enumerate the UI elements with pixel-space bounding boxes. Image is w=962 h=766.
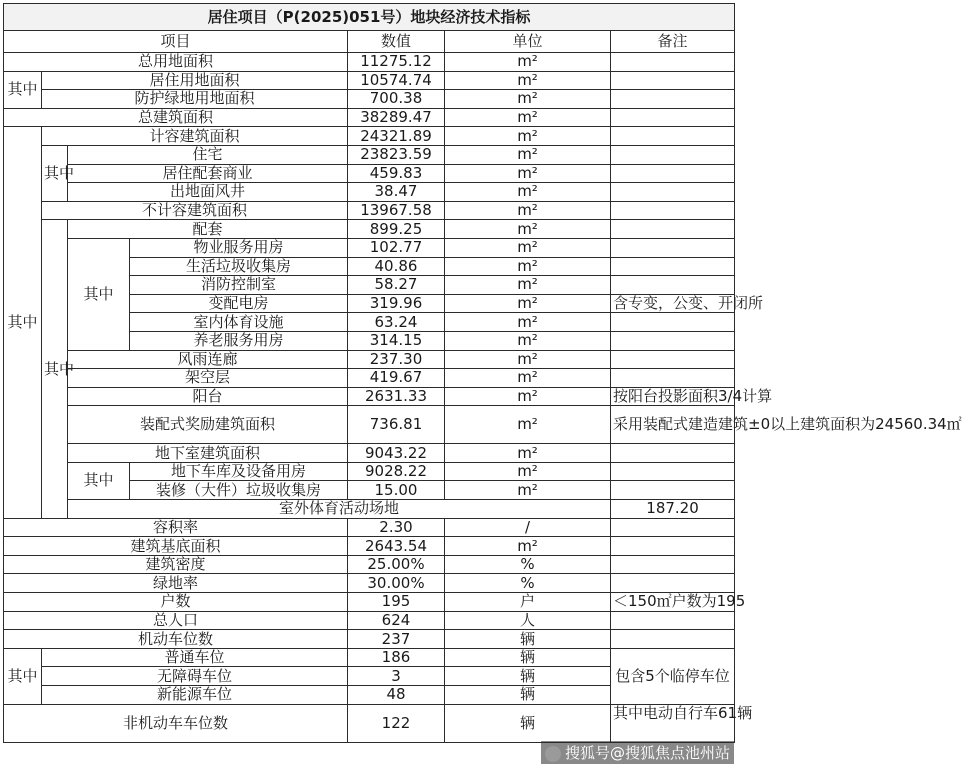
table-row [4,201,735,220]
row-label: 装配式奖励建筑面积 [68,406,348,444]
row-unit: m² [445,537,611,556]
table-row [4,90,735,109]
table-row [4,648,735,667]
row-note [611,331,735,350]
row-unit: m² [445,201,611,220]
watermark [541,741,734,764]
row-unit: m² [445,406,611,444]
row-label: 养老服务用房 [130,331,348,350]
row-unit: m² [445,387,611,406]
row-note [611,537,735,556]
qizhong-label: 其中 [68,238,130,350]
row-note: 采用装配式建造建筑±0以上建筑面积为24560.34㎡ [611,406,735,444]
sohu-logo-icon [545,746,561,762]
row-value: 13967.58 [348,201,445,220]
table-row [4,611,735,630]
row-label: 出地面风井 [68,183,348,202]
row-value: 419.67 [348,369,445,388]
qizhong-label: 其中 [68,462,130,499]
row-note [611,71,735,90]
row-note [611,164,735,183]
row-unit: m² [445,257,611,276]
row-value: 63.24 [348,313,445,332]
row-value: 195 [348,593,445,612]
row-unit: m² [445,313,611,332]
row-unit: 户 [445,593,611,612]
row-value: 700.38 [348,90,445,109]
header-note: 备注 [611,31,735,53]
row-unit: 辆 [445,667,611,686]
row-value: 30.00% [348,574,445,593]
table-row [4,108,735,127]
header-value: 数值 [348,31,445,53]
row-value: 3 [348,667,445,686]
row-value: 186 [348,648,445,667]
row-value: 24321.89 [348,127,445,146]
row-value: 25.00% [348,555,445,574]
row-label: 地下车库及设备用房 [130,462,348,481]
table-row [4,220,735,239]
row-label: 总建筑面积 [4,108,348,127]
table-row [4,183,735,202]
row-note [611,444,735,463]
row-unit: m² [445,220,611,239]
row-label: 室内体育设施 [130,313,348,332]
row-note [611,238,735,257]
row-note [611,183,735,202]
row-unit: m² [445,481,611,500]
qizhong-label: 其中 [4,648,42,704]
row-unit: % [445,555,611,574]
row-note [611,127,735,146]
row-label: 地下室建筑面积 [68,444,348,463]
row-unit: m² [445,127,611,146]
table-row [4,238,735,257]
row-note: 其中电动自行车61辆 [611,704,735,742]
row-unit: m² [445,164,611,183]
table-row [4,387,735,406]
row-value: 9043.22 [348,444,445,463]
row-label: 居住用地面积 [42,71,348,90]
row-unit: 辆 [445,648,611,667]
row-label: 居住配套商业 [68,164,348,183]
row-label: 住宅 [68,145,348,164]
qizhong-label: 其中 [42,145,68,201]
table-row [4,462,735,481]
table-row [4,406,735,444]
table-row [4,555,735,574]
row-unit: m² [445,53,611,72]
row-value: 38289.47 [348,108,445,127]
row-unit: m² [445,145,611,164]
row-note [611,53,735,72]
row-unit: m² [445,108,611,127]
row-unit: m² [445,276,611,295]
watermark-text: 搜狐号@搜狐焦点池州站 [564,744,730,762]
table-row [4,145,735,164]
row-unit: / [445,518,611,537]
row-value: 23823.59 [348,145,445,164]
row-unit: 辆 [445,686,611,705]
row-unit: m² [445,71,611,90]
row-unit: 人 [445,611,611,630]
row-value: 102.77 [348,238,445,257]
row-label: 建筑密度 [4,555,348,574]
row-value: 38.47 [348,183,445,202]
row-label: 变配电房 [130,294,348,313]
row-value: 187.20 [611,500,735,519]
row-note [611,555,735,574]
row-unit: 辆 [445,704,611,742]
row-note [611,481,735,500]
row-label: 计容建筑面积 [42,127,348,146]
qizhong-label: 其中 [4,71,42,108]
row-value: 624 [348,611,445,630]
table-row [4,500,735,519]
row-unit: m² [445,183,611,202]
row-label: 普通车位 [42,648,348,667]
table-row [4,369,735,388]
header-item: 项目 [4,31,348,53]
row-label: 建筑基底面积 [4,537,348,556]
row-label: 生活垃圾收集房 [130,257,348,276]
row-value: 15.00 [348,481,445,500]
table-row [4,704,735,742]
row-value: 899.25 [348,220,445,239]
row-unit: m² [445,238,611,257]
table-title: 居住项目（P(2025)051号）地块经济技术指标 [4,4,735,31]
row-unit: m² [445,90,611,109]
row-unit: % [445,574,611,593]
row-value: 48 [348,686,445,705]
table-row [4,164,735,183]
row-label: 总用地面积 [4,53,348,72]
row-label: 户数 [4,593,348,612]
row-note [611,201,735,220]
row-note: 含专变，公变、开闭所 [611,294,735,313]
row-value: 237 [348,630,445,649]
row-note [611,276,735,295]
row-label: 容积率 [4,518,348,537]
row-label: 机动车位数 [4,630,348,649]
row-note [611,313,735,332]
table-row [4,630,735,649]
row-note: 包含5个临停车位 [611,648,735,704]
row-value: 122 [348,704,445,742]
row-label: 装修（大件）垃圾收集房 [130,481,348,500]
row-value: 459.83 [348,164,445,183]
row-note [611,369,735,388]
table-row [4,53,735,72]
row-value: 319.96 [348,294,445,313]
row-label: 架空层 [68,369,348,388]
row-unit: m² [445,462,611,481]
row-label: 不计容建筑面积 [42,201,348,220]
row-label: 风雨连廊 [68,350,348,369]
row-value: 58.27 [348,276,445,295]
row-note [611,462,735,481]
row-note [611,90,735,109]
qizhong-label: 其中 [42,220,68,518]
row-value: 237.30 [348,350,445,369]
row-value: 11275.12 [348,53,445,72]
table-row [4,518,735,537]
row-label: 总人口 [4,611,348,630]
row-note: ＜150㎡户数为195 [611,593,735,612]
table-row [4,537,735,556]
row-note [611,145,735,164]
row-note [611,518,735,537]
row-value: 40.86 [348,257,445,276]
row-value: 2631.33 [348,387,445,406]
row-value: 9028.22 [348,462,445,481]
row-value: 736.81 [348,406,445,444]
table-row [4,350,735,369]
row-label: 室外体育活动场地 [68,500,611,519]
row-label: 消防控制室 [130,276,348,295]
row-note [611,574,735,593]
row-label: 非机动车车位数 [4,704,348,742]
table-row [4,593,735,612]
row-value: 2643.54 [348,537,445,556]
row-note [611,350,735,369]
row-label: 物业服务用房 [130,238,348,257]
row-note [611,611,735,630]
row-note [611,630,735,649]
row-label: 无障碍车位 [42,667,348,686]
header-unit: 单位 [445,31,611,53]
table-row [4,71,735,90]
row-unit: 辆 [445,630,611,649]
table-row [4,574,735,593]
row-note [611,220,735,239]
row-unit: m² [445,350,611,369]
row-unit: m² [445,444,611,463]
row-label: 绿地率 [4,574,348,593]
indicator-sheet [3,3,962,743]
row-label: 新能源车位 [42,686,348,705]
indicator-table [3,3,962,743]
row-note [611,108,735,127]
qizhong-label: 其中 [4,127,42,518]
row-note: 按阳台投影面积3/4计算 [611,387,735,406]
table-row [4,444,735,463]
row-unit: m² [445,294,611,313]
row-value: 314.15 [348,331,445,350]
row-label: 防护绿地用地面积 [42,90,348,109]
row-note [611,257,735,276]
table-row [4,127,735,146]
row-unit: m² [445,331,611,350]
row-label: 阳台 [68,387,348,406]
header-row [4,31,735,53]
row-label: 配套 [68,220,348,239]
row-value: 10574.74 [348,71,445,90]
title-row [4,4,735,31]
row-unit: m² [445,369,611,388]
row-value: 2.30 [348,518,445,537]
